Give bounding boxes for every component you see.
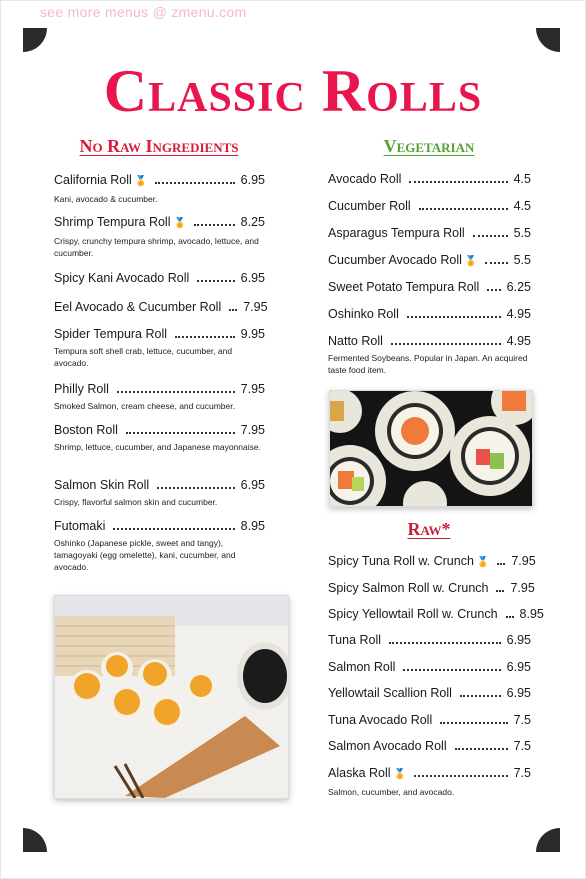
menu-item	[328, 765, 531, 798]
item-description: Crispy, crunchy tempura shrimp, avocado, lettuce, and cucumber.	[54, 236, 259, 258]
item-description: Tempura soft shell crab, lettuce, cucumber, and avocado.	[54, 346, 233, 368]
item-price: 6.95	[506, 660, 531, 674]
dot-leader	[497, 563, 505, 565]
medal-icon: 🏅	[476, 557, 490, 568]
item-price: 4.5	[513, 172, 531, 186]
item-price: 7.5	[513, 713, 531, 727]
item-price: 5.5	[513, 226, 531, 240]
item-name: Yellowtail Scallion Roll	[328, 686, 452, 700]
menu-item	[328, 225, 531, 241]
sushi-rolls-photo	[329, 390, 533, 507]
menu-item	[54, 326, 265, 369]
dot-leader	[197, 280, 234, 282]
item-description: Crispy, flavorful salmon skin and cucumber.	[54, 497, 218, 507]
dot-leader	[194, 224, 235, 226]
item-name: Salmon Roll	[328, 660, 396, 674]
item-name: Salmon Skin Roll	[54, 478, 150, 492]
item-price: 4.95	[506, 334, 531, 348]
menu-item	[328, 279, 531, 295]
item-name: Salmon Avocado Roll	[328, 739, 447, 753]
menu-item	[54, 518, 265, 573]
menu-item	[328, 553, 536, 571]
menu-item	[54, 381, 265, 412]
item-price: 7.95	[510, 581, 535, 595]
menu-item	[328, 306, 531, 322]
item-name: Cucumber Avocado Roll	[328, 253, 462, 267]
menu-item	[328, 580, 535, 596]
dot-leader	[229, 309, 237, 311]
dot-leader	[407, 316, 501, 318]
section-heading-raw: Raw*	[407, 519, 451, 539]
section-heading-vegetarian: Vegetarian	[383, 136, 475, 156]
dot-leader	[487, 289, 500, 291]
dot-leader	[391, 343, 501, 345]
item-price: 4.95	[506, 307, 531, 321]
dot-leader	[473, 235, 508, 237]
item-price: 6.95	[240, 478, 265, 492]
dot-leader	[460, 695, 501, 697]
item-description: Shrimp, lettuce, cucumber, and Japanese mayonnaise.	[54, 442, 261, 452]
item-name: Spicy Salmon Roll w. Crunch	[328, 581, 489, 595]
item-name: Tuna Roll	[328, 633, 382, 647]
section-heading-no-raw: No Raw Ingredients	[79, 136, 239, 156]
item-description: Smoked Salmon, cream cheese, and cucumber.	[54, 401, 235, 411]
menu-item	[328, 171, 531, 187]
item-price: 8.95	[519, 607, 544, 621]
dot-leader	[157, 487, 234, 489]
item-price: 6.95	[506, 633, 531, 647]
dot-leader	[506, 616, 514, 618]
menu-item	[328, 685, 531, 701]
dot-leader	[155, 182, 234, 184]
item-price: 8.25	[240, 215, 265, 229]
menu-item	[54, 214, 265, 259]
dot-leader	[117, 391, 235, 393]
dot-leader	[485, 262, 507, 264]
item-name: Natto Roll	[328, 334, 383, 348]
dot-leader	[175, 336, 235, 338]
item-price: 4.5	[513, 199, 531, 213]
page-title: Classic Rolls	[103, 58, 483, 124]
item-name: Spicy Kani Avocado Roll	[54, 271, 190, 285]
dot-leader	[389, 642, 501, 644]
sushi-rolls-illustration	[330, 391, 532, 506]
medal-icon: 🏅	[464, 256, 478, 267]
menu-item	[54, 477, 265, 508]
item-name: Boston Roll	[54, 423, 118, 437]
item-name: Asparagus Tempura Roll	[328, 226, 465, 240]
item-description: Kani, avocado & cucumber.	[54, 194, 158, 204]
watermark[interactable]: see more menus @ zmenu.com	[40, 4, 247, 20]
menu-item	[328, 198, 531, 214]
menu-item	[54, 422, 265, 453]
item-name: Futomaki	[54, 519, 106, 533]
menu-item	[54, 172, 265, 205]
item-name: Spider Tempura Roll	[54, 327, 168, 341]
medal-icon: 🏅	[173, 218, 186, 229]
item-name: Shrimp Tempura Roll	[54, 215, 171, 229]
item-name: Oshinko Roll	[328, 307, 399, 321]
item-price: 7.95	[511, 554, 536, 568]
item-description: Salmon, cucumber, and avocado.	[328, 787, 455, 797]
item-price: 6.95	[506, 686, 531, 700]
menu-item	[328, 738, 531, 754]
dot-leader	[414, 775, 508, 777]
item-price: 6.95	[240, 271, 265, 285]
dot-leader	[113, 528, 234, 530]
menu-item	[54, 270, 265, 286]
medal-icon: 🏅	[393, 769, 406, 780]
item-description: Oshinko (Japanese pickle, sweet and tangy), tamagoyaki (egg omelette), kani, cucumber, and avocado.	[54, 538, 236, 572]
item-name: Cucumber Roll	[328, 199, 411, 213]
item-name: Alaska Roll	[328, 766, 391, 780]
item-name: Spicy Yellowtail Roll w. Crunch	[328, 607, 498, 621]
medal-icon: 🏅	[134, 176, 148, 187]
dot-leader	[126, 432, 235, 434]
dot-leader	[455, 748, 508, 750]
item-name: Tuna Avocado Roll	[328, 713, 433, 727]
menu-item	[328, 712, 531, 728]
menu-item	[328, 659, 531, 675]
item-price: 6.95	[240, 173, 265, 187]
menu-item	[328, 252, 531, 270]
menu-item	[328, 632, 531, 648]
item-price: 8.95	[240, 519, 265, 533]
item-price: 7.95	[240, 382, 265, 396]
item-description: Fermented Soybeans. Popular in Japan. An acquired taste food item.	[328, 353, 528, 375]
item-name: California Roll	[54, 173, 132, 187]
item-price: 7.5	[513, 766, 531, 780]
menu-item	[328, 333, 531, 376]
item-price: 7.95	[240, 423, 265, 437]
menu-item	[54, 299, 268, 315]
dot-leader	[440, 722, 507, 724]
item-name: Spicy Tuna Roll w. Crunch	[328, 554, 474, 568]
menu-item	[328, 606, 544, 622]
item-name: Philly Roll	[54, 382, 109, 396]
item-price: 9.95	[240, 327, 265, 341]
item-price: 5.5	[513, 253, 531, 267]
item-price: 7.5	[513, 739, 531, 753]
item-name: Sweet Potato Tempura Roll	[328, 280, 480, 294]
dot-leader	[403, 669, 500, 671]
dot-leader	[419, 208, 508, 210]
item-name: Eel Avocado & Cucumber Roll	[54, 300, 222, 314]
sushi-platter-illustration	[55, 596, 288, 798]
item-price: 6.25	[506, 280, 531, 294]
sushi-platter-photo	[54, 595, 289, 799]
dot-leader	[409, 181, 507, 183]
dot-leader	[496, 590, 504, 592]
item-price: 7.95	[243, 300, 268, 314]
item-name: Avocado Roll	[328, 172, 402, 186]
